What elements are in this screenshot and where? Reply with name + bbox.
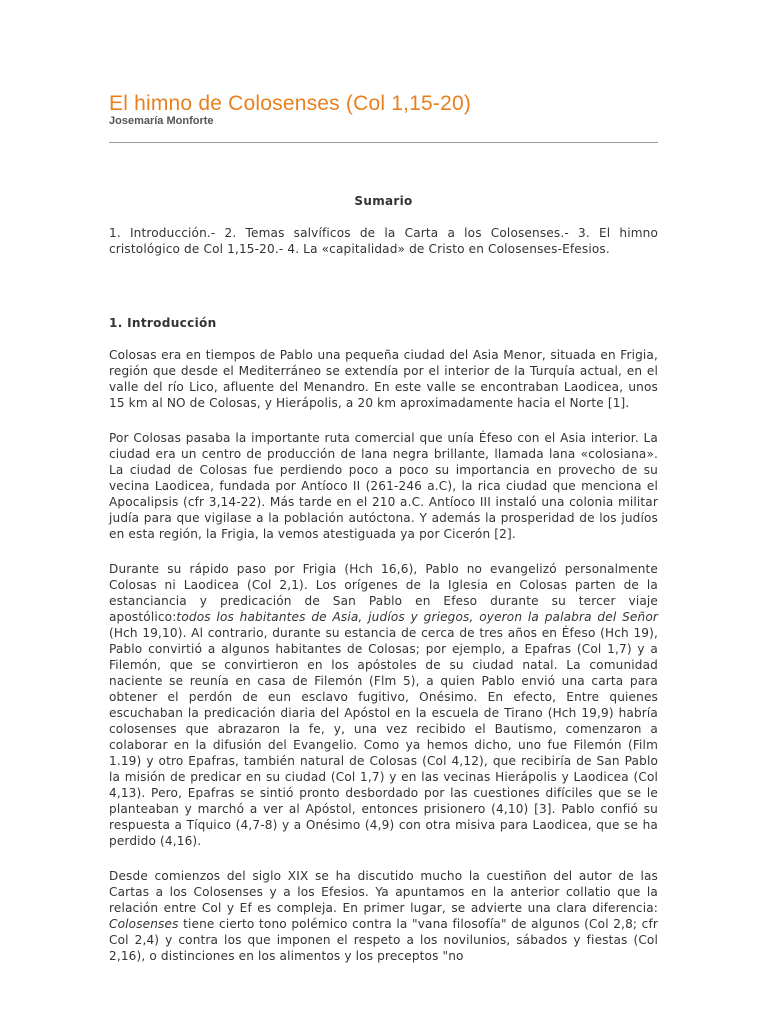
spacer: [109, 257, 658, 315]
author-name: Josemaría Monforte: [109, 115, 214, 127]
paragraph-3-quote: todos los habitantes de Asia, judíos y griegos, oyeron la palabra del Señor: [176, 610, 658, 624]
section-heading-introduccion: 1. Introducción: [109, 316, 217, 330]
header-divider: [109, 142, 658, 143]
paragraph-3-text-a: Durante su rápido paso por Frigia (Hch 16,6), Pablo no evangelizó personalmente Colosas ni Laodicea (Col 2,1). Los orígenes de la Iglesia en Colosas parten de la estanciancia y predicación de San Pablo en Efeso durante su tercer viaje apostólico:: [109, 562, 658, 624]
paragraph-4-text-a: Desde comienzos del siglo XIX se ha discutido mucho la cuestiñon del autor de las Cartas a los Colosenses y a los Efesios. Ya apuntamos en la anterior collatio que la relación entre Col y Ef es compleja. En primer lugar, se advierte una clara diferencia:: [109, 869, 658, 915]
article-body: [109, 193, 658, 964]
summary-heading: Sumario: [354, 194, 413, 208]
paragraph-4-text-b: tiene cierto tono polémico contra la "vana filosofía" de algunos (Col 2,8; cfr Col 2,4) y contra los que imponen el respeto a los novilunios, sábados y fiestas (Col 2,16), o distinciones en los alimentos y los preceptos "no: [109, 917, 658, 963]
summary-text: 1. Introducción.- 2. Temas salvíficos de la Carta a los Colosenses.- 3. El himno cristológico de Col 1,15-20.- 4. La «capitalidad» de Cristo en Colosenses-Efesios.: [109, 226, 658, 256]
spacer: [109, 542, 658, 561]
spacer: [109, 331, 658, 347]
spacer: [109, 411, 658, 430]
paragraph-1: Colosas era en tiempos de Pablo una pequeña ciudad del Asia Menor, situada en Frigia, región que desde el Mediterráneo se extendía por el interior de la Turquía actual, en el valle del río Lico, afluente del Menandro. En este valle se encontraban Laodicea, unos 15 km al NO de Colosas, y Hierápolis, a 20 km aproximadamente hacia el Norte [1].: [109, 348, 658, 410]
paragraph-2: Por Colosas pasaba la importante ruta comercial que unía Éfeso con el Asia interior. La ciudad era un centro de producción de lana negra brillante, llamada lana «colosiana». La ciudad de Colosas fue perdiendo poco a poco su importancia en provecho de su vecina Laodicea, fundada por Antíoco II (261-246 a.C), la rica ciudad que menciona el Apocalipsis (cfr 3,14-22). Más tarde en el 210 a.C. Antíoco III instaló una colonia militar judía para que vigilase a la población autóctona. Y además la prosperidad de los judíos en esta región, la Frigia, la vemos atestiguada ya por Cicerón [2].: [109, 431, 658, 541]
paragraph-3-text-b: (Hch 19,10). Al contrario, durante su estancia de cerca de tres años en Éfeso (Hch 19), Pablo convirtió a algunos habitantes de Colosas; por ejemplo, a Epafras (Col 1,7) y a Filemón, que se convirtieron en los apóstoles de su ciudad natal. La comunidad naciente se reunía en casa de Filemón (Flm 5), a quien Pablo envió una carta para obtener el perdón de eun esclavo fugitivo, Onésimo. En efecto, Entre quienes escuchaban la predicación diaria del Apóstol en la escuela de Tirano (Hch 19,9) habría colosenses que abrazaron la fe, y, una vez recibido el Bautismo, comenzaron a colaborar en la difusión del Evangelio. Como ya hemos dicho, uno fue Filemón (Film 1.19) y otro Epafras, también natural de Colosas (Col 4,12), que recibiría de San Pablo la misión de predicar en su ciudad (Col 1,7) y en las vecinas Hierápolis y Laodicea (Col 4,13). Pero, Epafras se sintió pronto desbordado por las cuestiones difíciles que se le planteaban y marchó a ver al Apóstol, entonces prisionero (4,10) [3]. Pablo confió su respuesta a Tíquico (4,7-8) y a Onésimo (4,9) con otra misiva para Laodicea, que se ha perdido (4,16).: [109, 626, 658, 848]
paragraph-4: [109, 868, 658, 964]
page-title: El himno de Colosenses (Col 1,15-20): [109, 92, 472, 115]
paragraph-4-emphasis: Colosenses: [109, 917, 179, 931]
spacer: [109, 849, 658, 868]
paragraph-3: [109, 561, 658, 849]
